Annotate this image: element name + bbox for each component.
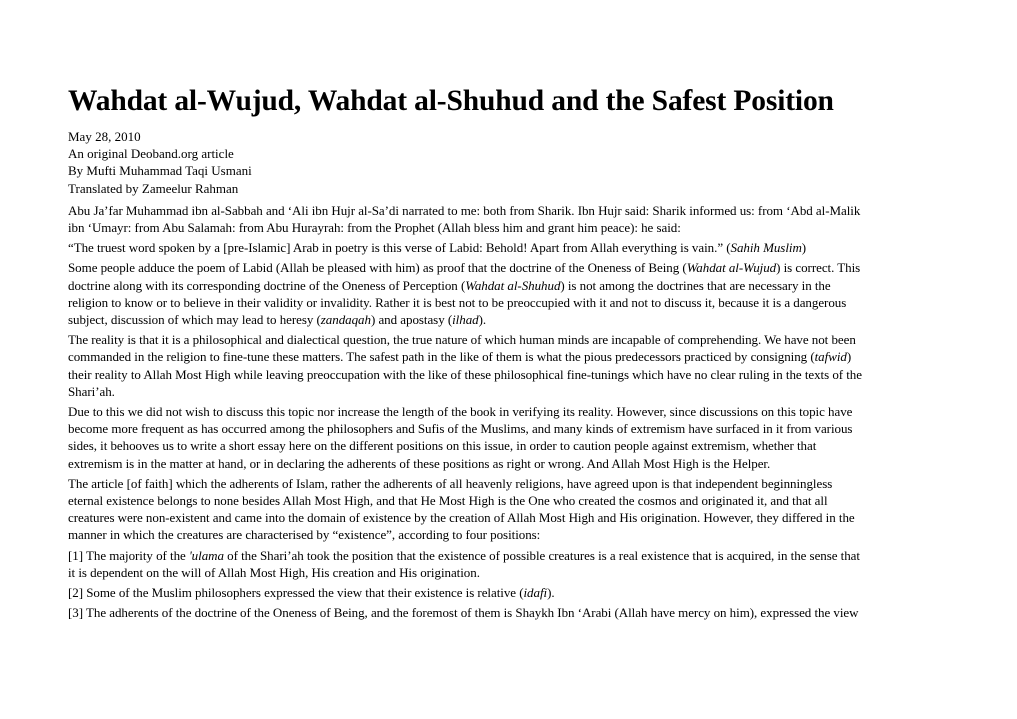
paragraph-isnad: Abu Ja’far Muhammad ibn al-Sabbah and ‘Ali ibn Hujr al-Sa’di narrated to me: both from Sharik. Ibn Hujr said: Sharik informed us: from ‘Abd al-Malik ibn ‘Umayr: from Abu Salamah: from Abu Hurayrah: from the Prophet (Allah bless him and grant him peace): he said: bbox=[68, 202, 861, 236]
article-source: An original Deoband.org article bbox=[68, 146, 234, 162]
paragraph-position-3: [3] The adherents of the doctrine of the Oneness of Being, and the foremost of them is Shaykh Ibn ‘Arabi (Allah have mercy on him), expressed the view bbox=[68, 605, 859, 621]
paragraph-purpose: Due to this we did not wish to discuss this topic nor increase the length of the book in verifying its reality. However, since discussions on this topic have become more frequent as has occurred among the philosophers and Sufis of the Muslims, and many kinds of extremism have surfaced in it from various sides, it behooves us to write a short essay here on the different positions on this issue, in order to caution people against extremism, whether that extremism is in the matter at hand, or in declaring the adherents of these positions as right or wrong. And Allah Most High is the Helper. bbox=[68, 404, 853, 471]
article-meta bbox=[68, 128, 949, 197]
paragraph-article-of-faith: The article [of faith] which the adherents of Islam, rather the adherents of all heavenly religions, have agreed upon is that independent beginningless eternal existence belongs to none besides Allah Most High, and that He Most High is the One who created the cosmos and originated it, and that all creatures were non-existent and came into the domain of existence by the creation of Allah Most High and His origination. However, they differed in the manner in which the creatures are characterised by “existence”, according to four positions: bbox=[68, 475, 855, 543]
paragraph-position-2: [2] Some of the Muslim philosophers expressed the view that their existence is relative (idafi). bbox=[68, 585, 555, 601]
article-title: Wahdat al-Wujud, Wahdat al-Shuhud and the Safest Position bbox=[68, 85, 834, 117]
article-date: May 28, 2010 bbox=[68, 129, 141, 144]
article-translator: Translated by Zameelur Rahman bbox=[68, 180, 239, 196]
paragraph-position-1: [1] The majority of the 'ulama of the Shari’ah took the position that the existence of possible creatures is a real existence that is acquired, in the sense that it is dependent on the will of Allah Most High, His creation and His origination. bbox=[68, 547, 860, 580]
article-author: By Mufti Muhammad Taqi Usmani bbox=[68, 163, 252, 179]
citation-italic: Sahih Muslim bbox=[730, 240, 802, 256]
paragraph-labid-poem: Some people adduce the poem of Labid (Allah be pleased with him) as proof that the doctrine of the Oneness of Being (Wahdat al-Wujud) is correct. This doctrine along with its corresponding doctrine of the Oneness of Perception (Wahdat al-Shuhud) is not among the doctrines that are necessary in the religion to know or to believe in their validity or invalidity. Rather it is best not to be preoccupied with it and not to discuss it, because it is a dangerous subject, discussion of which may lead to heresy (zandaqah) and apostasy (ilhad). bbox=[68, 260, 861, 328]
paragraph-hadith-quote: “The truest word spoken by a [pre-Islamic] Arab in poetry is this verse of Labid: Behold! Apart from Allah everything is vain.” (Sahih Muslim) bbox=[68, 240, 807, 256]
paragraph-reality: The reality is that it is a philosophical and dialectical question, the true nature of which human minds are incapable of comprehending. We have not been commanded in the religion to fine-tune these matters. The safest path in the like of them is what the pious predecessors practiced by consigning (tafwid) their reality to Allah Most High while leaving preoccupation with the like of these philosophical fine-tunings which have no clear ruling in the texts of the Shari’ah. bbox=[68, 332, 862, 399]
